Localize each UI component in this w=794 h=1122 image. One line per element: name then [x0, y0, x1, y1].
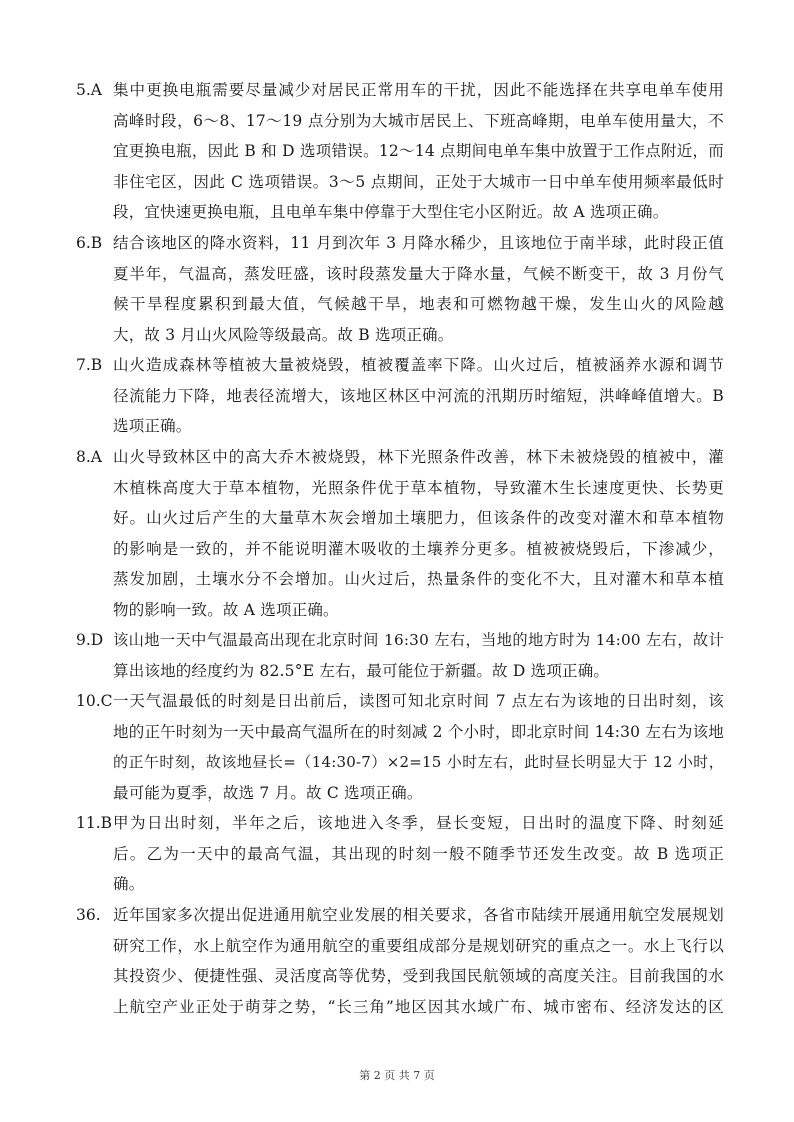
text-line: 甲为日出时刻，半年之后，该地进入冬季，昼长变短，日出时的温度下降、时刻延 [113, 814, 724, 832]
item-number: 10.C [76, 692, 113, 710]
answer-item-11 [76, 808, 724, 900]
answer-item-8 [76, 442, 724, 625]
text-line: 地的正午时刻为一天中最高气温所在的时刻减 2 个小时，即北京时间 14:30 左右为该地 [113, 722, 724, 741]
item-body [113, 625, 724, 686]
question-item-36 [76, 900, 724, 1022]
item-number: 9.D [76, 631, 104, 649]
item-body [113, 808, 724, 900]
text-line: 径流能力下降，地表径流增大，该地区林区中河流的汛期历时缩短，洪峰峰值增大。B [113, 386, 724, 405]
text-line: 确。 [113, 875, 145, 893]
item-number: 5.A [76, 81, 102, 99]
text-line: 好。山火过后产生的大量草木灰会增加土壤肥力，但该条件的改变对灌木和草本植物 [113, 509, 724, 527]
text-line: 山火导致林区中的高大乔木被烧毁，林下光照条件改善，林下未被烧毁的植被中，灌 [113, 448, 724, 466]
item-body [113, 75, 724, 228]
text-line: 大，故 3 月山火风险等级最高。故 B 选项正确。 [113, 325, 454, 344]
text-line: 宜更换电瓶，因此 B 和 D 选项错误。12～14 点期间电单车集中放置于工作点附近，而 [113, 142, 724, 160]
text-line: 上航空产业正处于萌芽之势，“长三角”地区因其水域广布、城市密布、经济发达的区 [113, 997, 724, 1016]
item-body [113, 686, 724, 808]
answer-item-6 [76, 228, 724, 350]
text-line: 研究工作，水上航空作为通用航空的重要组成部分是规划研究的重点之一。水上飞行以 [113, 936, 724, 955]
text-line: 夏半年，气温高，蒸发旺盛，该时段蒸发量大于降水量，气候不断变干，故 3 月份气 [113, 264, 724, 283]
text-line: 最可能为夏季，故选 7 月。故 C 选项正确。 [113, 783, 423, 802]
answer-item-9 [76, 625, 724, 686]
text-line: 其投资少、便捷性强、灵活度高等优势，受到我国民航领域的高度关注。目前我国的水 [113, 967, 724, 985]
item-number: 11.B [76, 814, 113, 832]
answer-item-7 [76, 350, 724, 442]
text-line: 算出该地的经度约为 82.5°E 左右，最可能位于新疆。故 D 选项正确。 [113, 661, 610, 680]
item-number: 36. [76, 906, 101, 924]
text-line: 集中更换电瓶需要尽量减少对居民正常用车的干扰，因此不能选择在共享电单车使用 [113, 81, 724, 99]
answer-item-10 [76, 686, 724, 808]
text-line: 段，宜快速更换电瓶，且电单车集中停靠于大型住宅小区附近。故 A 选项正确。 [113, 203, 669, 221]
text-line: 蒸发加剧，土壤水分不会增加。山火过后，热量条件的变化不大，且对灌木和草本植 [113, 570, 724, 588]
text-line: 选项正确。 [113, 417, 192, 435]
text-line: 后。乙为一天中的最高气温，其出现的时刻一般不随季节还发生改变。故 B 选项正 [113, 844, 724, 863]
text-line: 非住宅区，因此 C 选项错误。3～5 点期间，正处于大城市一日中单车使用频率最低时 [113, 172, 724, 191]
text-line: 高峰时段，6～8、17～19 点分别为大城市居民上、下班高峰期，电单车使用量大，不 [113, 111, 724, 130]
text-line: 的正午时刻，故该地昼长=（14:30-7）×2=15 小时左右，此时昼长明显大于 12 小时， [113, 753, 724, 771]
text-line: 木植株高度大于草本植物，光照条件优于草本植物，导致灌木生长速度更快、长势更 [113, 478, 724, 497]
text-line: 一天气温最低的时刻是日出前后，读图可知北京时间 7 点左右为该地的日出时刻，该 [113, 692, 724, 710]
item-number: 8.A [76, 448, 102, 466]
text-line: 该山地一天中气温最高出现在北京时间 16:30 左右，当地的地方时为 14:00 左右，故计 [113, 631, 724, 649]
text-line: 候干旱程度累积到最大值，气候越干旱，地表和可燃物越干燥，发生山火的风险越 [113, 295, 724, 313]
text-line: 物的影响一致。故 A 选项正确。 [113, 600, 339, 619]
text-line: 的影响是一致的，并不能说明灌木吸收的土壤养分更多。植被被烧毁后，下渗减少， [113, 539, 724, 558]
item-body [113, 350, 724, 442]
item-number: 6.B [76, 234, 103, 252]
item-number: 7.B [76, 356, 103, 374]
item-body [113, 900, 724, 1022]
text-line: 结合该地区的降水资料，11 月到次年 3 月降水稀少，且该地位于南半球，此时段正值 [113, 234, 724, 252]
page-footer: 第 2 页 共 7 页 [359, 1069, 435, 1082]
item-body [113, 228, 724, 350]
item-body [113, 442, 724, 625]
text-line: 山火造成森林等植被大量被烧毁，植被覆盖率下降。山火过后，植被涵养水源和调节 [113, 356, 724, 374]
text-line: 近年国家多次提出促进通用航空业发展的相关要求，各省市陆续开展通用航空发展规划 [113, 906, 724, 924]
answer-item-5 [76, 75, 724, 228]
